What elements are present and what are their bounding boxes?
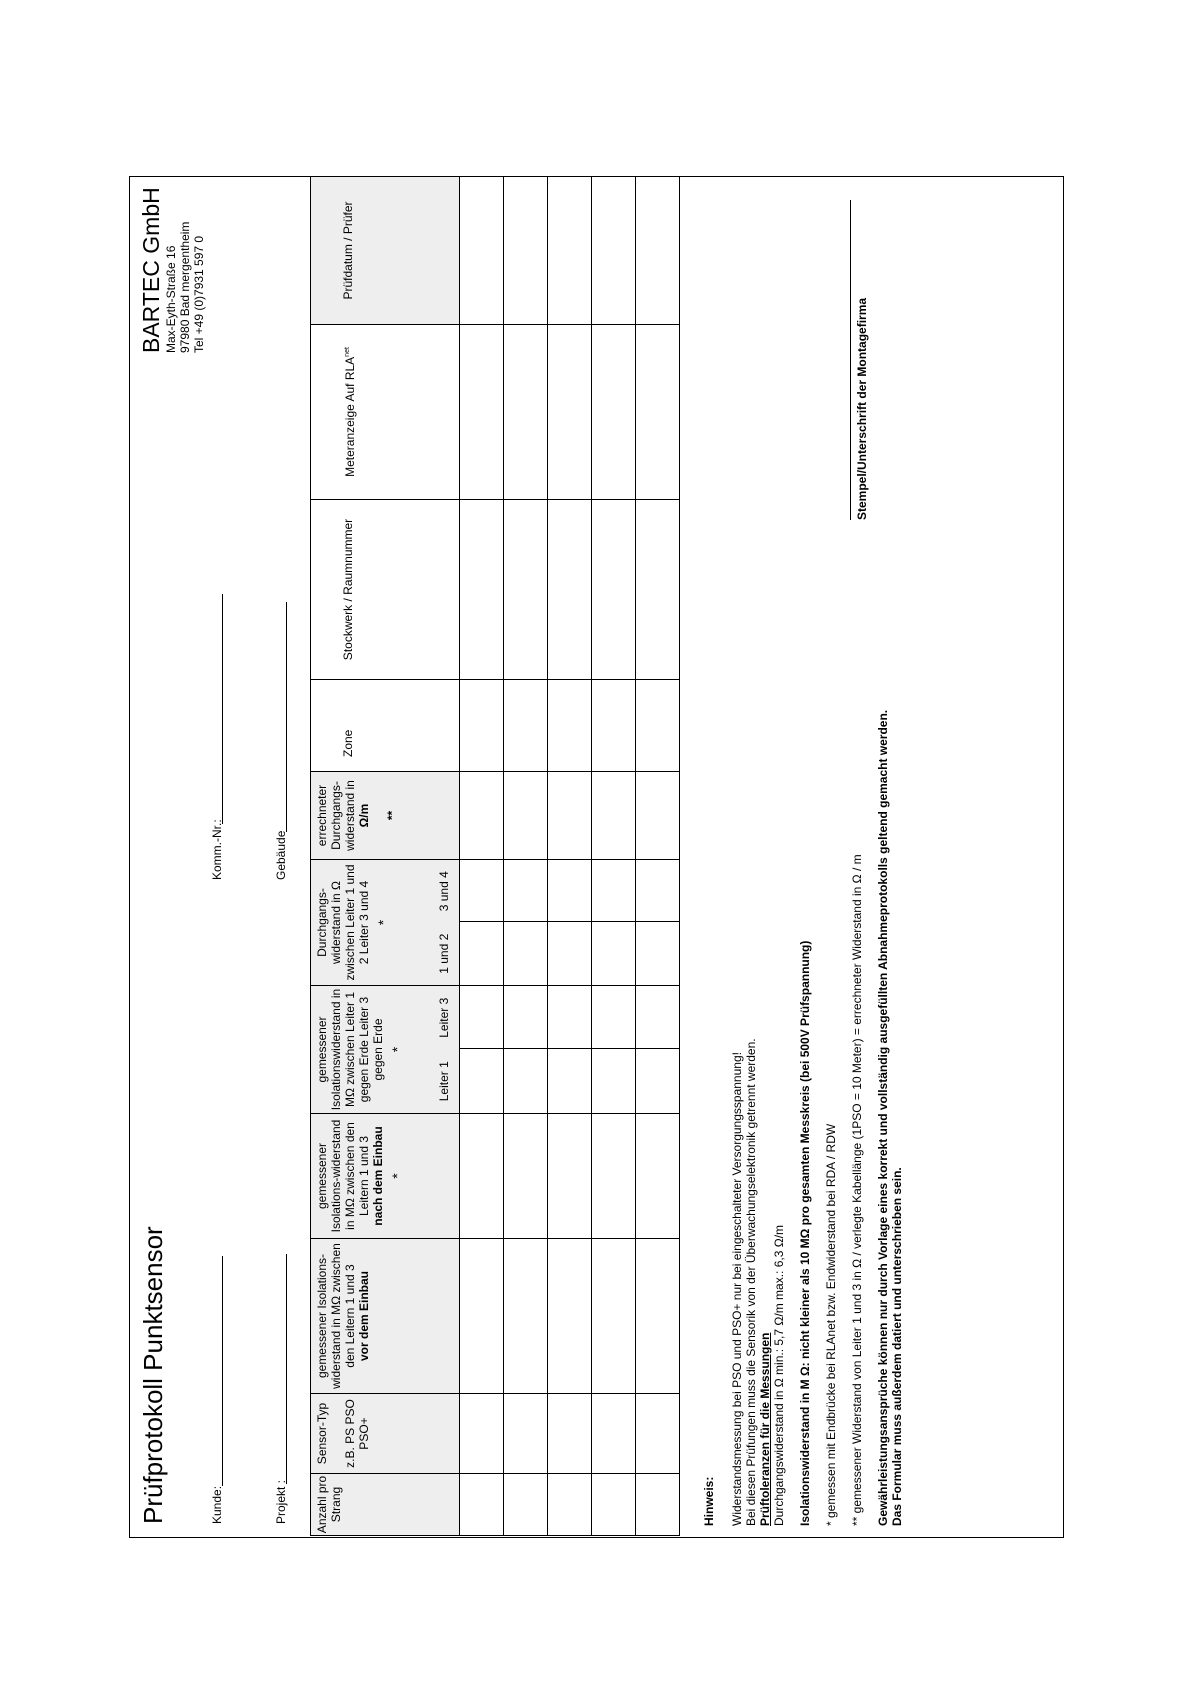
cell-zone[interactable]	[592, 680, 636, 772]
notes-line2: Bei diesen Prüfungen muss die Sensorik von der Überwachungselektronik getrennt werden.	[744, 1038, 758, 1526]
notes-block	[702, 526, 904, 1526]
cell-pruefdatum[interactable]	[636, 177, 680, 325]
komm-nr-field[interactable]	[210, 594, 223, 824]
cell-iso-vor[interactable]	[460, 1239, 504, 1394]
cell-iso-nach[interactable]	[460, 1114, 504, 1239]
notes-star1: * gemessen mit Endbrücke bei RLAnet bzw. Endwiderstand bei RDA / RDW	[824, 1123, 838, 1526]
notes-line1: Widerstandsmessung bei PSO und PSO+ nur bei eingeschalteter Versorgungsspannung!	[730, 1052, 744, 1526]
col-durchgang: Durchgangs-widerstand in Ω zwischen Leiter 1 und 2 Leiter 3 und 4 * 1 und 2 3 und 4	[311, 860, 460, 986]
cell-iso-erde[interactable]	[548, 986, 592, 1114]
projekt-label: Projekt :	[274, 1479, 288, 1524]
col-stockwerk: Stockwerk / Raumnummer	[311, 500, 460, 680]
cell-stockwerk[interactable]	[460, 500, 504, 680]
notes-gewaehr1: Gewährleistungsansprüche können nur durch Vorlage eines korrekt und vollständig ausgefüllten Abnahmeprotokolls geltend gemacht werden.	[876, 709, 890, 1526]
cell-anzahl[interactable]	[592, 1474, 636, 1536]
cell-anzahl[interactable]	[460, 1474, 504, 1536]
cell-iso-vor[interactable]	[636, 1239, 680, 1394]
cell-pruefdatum[interactable]	[504, 177, 548, 325]
cell-sensor-typ[interactable]	[636, 1394, 680, 1474]
cell-sensor-typ[interactable]	[460, 1394, 504, 1474]
cell-durchgang[interactable]	[592, 860, 636, 986]
cell-errechnet[interactable]	[504, 772, 548, 860]
gebaeude-field[interactable]	[274, 602, 287, 832]
cell-meter[interactable]	[592, 325, 636, 500]
company-name: BARTEC GmbH	[138, 187, 164, 353]
cell-errechnet[interactable]	[636, 772, 680, 860]
cell-sensor-typ[interactable]	[504, 1394, 548, 1474]
cell-durchgang[interactable]	[460, 860, 504, 986]
cell-iso-vor[interactable]	[548, 1239, 592, 1394]
cell-pruefdatum[interactable]	[548, 177, 592, 325]
kunde-label: Kunde:	[210, 1485, 224, 1524]
table-row	[548, 177, 592, 1536]
cell-iso-vor[interactable]	[504, 1239, 548, 1394]
cell-iso-erde[interactable]	[504, 986, 548, 1114]
gebaeude-label: Gebäude	[274, 830, 288, 880]
signature-label: Stempel/Unterschrift der Montagefirma	[855, 297, 869, 520]
cell-iso-erde[interactable]	[636, 986, 680, 1114]
col-anzahl: Anzahl pro Strang	[311, 1474, 460, 1536]
table-row	[592, 177, 636, 1536]
notes-hinweis: Hinweis:	[702, 1476, 716, 1526]
komm-nr-label: Komm.-Nr.:	[210, 819, 224, 880]
table-row	[504, 177, 548, 1536]
notes-gewaehr2: Das Formular muss außerdem datiert und unterschrieben sein.	[890, 1167, 904, 1526]
rotated-form	[130, 177, 1062, 1536]
company-phone: Tel +49 (0)7931 597 0	[192, 235, 206, 353]
cell-durchgang[interactable]	[548, 860, 592, 986]
cell-stockwerk[interactable]	[592, 500, 636, 680]
cell-sensor-typ[interactable]	[592, 1394, 636, 1474]
col-iso-nach: gemessener Isolations-widerstand in MΩ zwischen den Leitern 1 und 3 nach dem Einbau *	[311, 1114, 460, 1239]
cell-errechnet[interactable]	[548, 772, 592, 860]
cell-errechnet[interactable]	[460, 772, 504, 860]
cell-iso-nach[interactable]	[592, 1114, 636, 1239]
cell-zone[interactable]	[460, 680, 504, 772]
cell-durchgang[interactable]	[636, 860, 680, 986]
cell-meter[interactable]	[460, 325, 504, 500]
cell-pruefdatum[interactable]	[460, 177, 504, 325]
cell-anzahl[interactable]	[636, 1474, 680, 1536]
cell-errechnet[interactable]	[592, 772, 636, 860]
cell-iso-nach[interactable]	[636, 1114, 680, 1239]
cell-zone[interactable]	[504, 680, 548, 772]
cell-meter[interactable]	[504, 325, 548, 500]
cell-stockwerk[interactable]	[504, 500, 548, 680]
col-pruefdatum: Prüfdatum / Prüfer	[311, 177, 460, 325]
measurement-table	[310, 176, 680, 1536]
col-sensor-typ: Sensor-Typ z.B. PS PSO PSO+	[311, 1394, 460, 1474]
signature-line[interactable]	[830, 200, 851, 520]
col-iso-erde: gemessener Isolationswiderstand in MΩ zwischen Leiter 1 gegen Erde Leiter 3 gegen Erde * Leiter 1 Leiter 3	[311, 986, 460, 1114]
cell-iso-erde[interactable]	[460, 986, 504, 1114]
notes-toleranz-title: Prüftoleranzen für die Messungen	[758, 1332, 772, 1526]
col-errechnet: errechneter Durchgangs-widerstand in Ω/m **	[311, 772, 460, 860]
cell-pruefdatum[interactable]	[592, 177, 636, 325]
table-header-row	[311, 177, 460, 1536]
cell-anzahl[interactable]	[548, 1474, 592, 1536]
cell-iso-nach[interactable]	[548, 1114, 592, 1239]
cell-meter[interactable]	[548, 325, 592, 500]
col-zone: Zone	[311, 680, 460, 772]
cell-iso-nach[interactable]	[504, 1114, 548, 1239]
cell-iso-vor[interactable]	[592, 1239, 636, 1394]
cell-stockwerk[interactable]	[636, 500, 680, 680]
col-meter: Meteranzeige Auf $RLA^{net}$	[311, 325, 460, 500]
protocol-sheet	[129, 176, 1064, 1538]
document-title: Prüfprotokoll Punktsensor	[138, 1226, 168, 1524]
cell-zone[interactable]	[636, 680, 680, 772]
cell-stockwerk[interactable]	[548, 500, 592, 680]
company-street: Max-Eyth-Straße 16	[164, 245, 178, 353]
table-row	[460, 177, 504, 1536]
kunde-field[interactable]	[210, 1256, 223, 1486]
company-block	[138, 187, 206, 353]
cell-iso-erde[interactable]	[592, 986, 636, 1114]
notes-toleranz-text: Durchgangswiderstand in Ω min.: 5,7 Ω/m max.: 6,3 Ω/m	[772, 1224, 786, 1526]
col-iso-vor: gemessener Isolations-widerstand in MΩ zwischen den Leitern 1 und 3 vor dem Einbau	[311, 1239, 460, 1394]
projekt-field[interactable]	[274, 1254, 287, 1484]
signature-block	[830, 200, 869, 520]
table-row	[636, 177, 680, 1536]
cell-anzahl[interactable]	[504, 1474, 548, 1536]
cell-sensor-typ[interactable]	[548, 1394, 592, 1474]
notes-isolation: Isolationswiderstand in M Ω: nicht kleiner als 10 MΩ pro gesamten Messkreis (bei 500V Prüfspannung)	[798, 940, 812, 1526]
notes-star2: ** gemessener Widerstand von Leiter 1 und 3 in Ω / verlegte Kabellänge (1PSO = 10 Meter) = errechneter Widerstand in Ω / m	[850, 854, 864, 1526]
cell-durchgang[interactable]	[504, 860, 548, 986]
cell-zone[interactable]	[548, 680, 592, 772]
cell-meter[interactable]	[636, 325, 680, 500]
company-city: 97980 Bad mergentheim	[178, 221, 192, 353]
